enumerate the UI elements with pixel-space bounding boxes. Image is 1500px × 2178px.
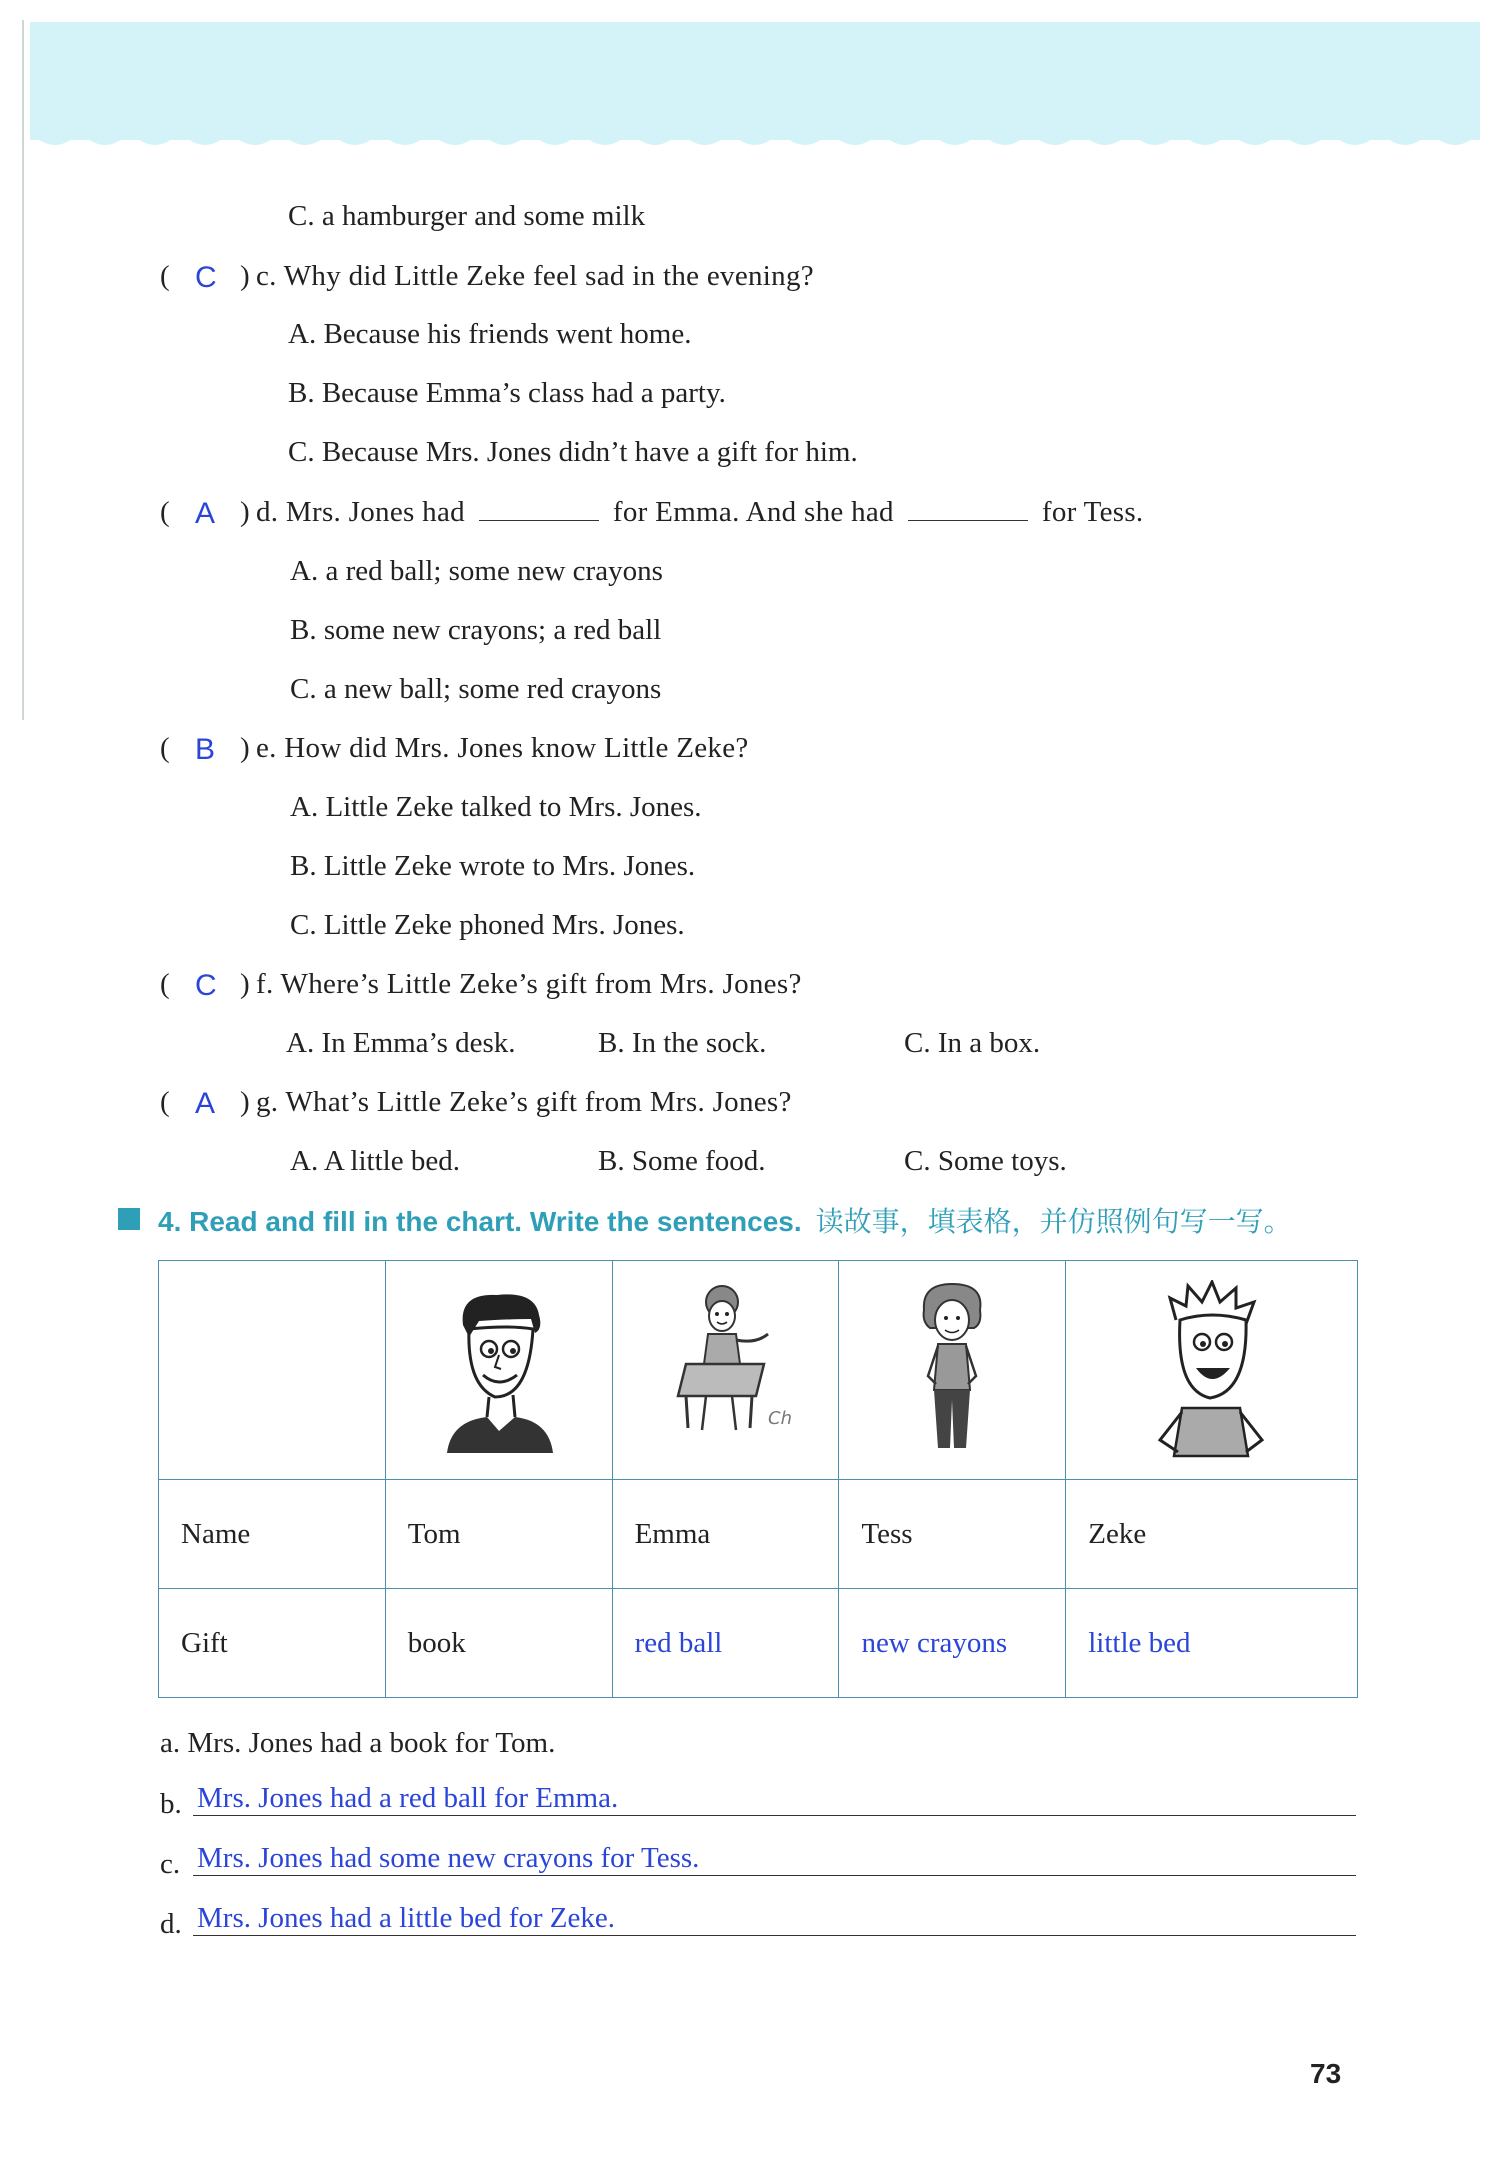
sentence-answer-d: Mrs. Jones had a little bed for Zeke.	[197, 1902, 615, 1934]
option-c-c: C. Because Mrs. Jones didn’t have a gift for him.	[288, 436, 858, 468]
answer-g: A	[195, 1087, 216, 1120]
chart-name-row	[159, 1480, 1358, 1589]
option-g-c: C. Some toys.	[904, 1145, 1067, 1177]
sentence-answer-b: Mrs. Jones had a red ball for Emma.	[197, 1782, 619, 1814]
example-sentence: a. Mrs. Jones had a book for Tom.	[160, 1727, 556, 1759]
question-letter: c.	[256, 260, 277, 292]
section-4-title	[118, 1200, 1292, 1240]
question-letter: d.	[256, 496, 279, 528]
chart-empty-cell	[159, 1261, 386, 1480]
answer-d: A	[195, 497, 216, 530]
option-d-c: C. a new ball; some red crayons	[290, 673, 662, 705]
answer-f: C	[195, 969, 217, 1002]
question-letter: e.	[256, 732, 277, 764]
option-c-a: A. Because his friends went home.	[288, 318, 692, 350]
chart-gift-answer: red ball	[612, 1589, 839, 1698]
page-number: 73	[1310, 2058, 1342, 2089]
answer-c: C	[195, 261, 217, 294]
chart-gift-row	[159, 1589, 1358, 1698]
section-title-cn: 读故事，填表格，并仿照例句写一写。	[815, 1205, 1292, 1238]
question-text: for Tess.	[1041, 496, 1144, 528]
answer-paren-close: )	[240, 260, 250, 292]
question-text: Why did Little Zeke feel sad in the evening?	[283, 260, 814, 292]
sentence-label-c: c.	[160, 1848, 181, 1880]
fill-blank	[908, 496, 1028, 521]
option-f-c: C. In a box.	[904, 1027, 1041, 1059]
tess-illustration	[902, 1280, 1002, 1460]
chart-gift-answer: new crayons	[839, 1589, 1066, 1698]
picture-cell-zeke	[1066, 1261, 1358, 1480]
picture-cell-tom	[385, 1261, 612, 1480]
chart-picture-row	[159, 1261, 1358, 1480]
answer-paren-open: (	[160, 1086, 170, 1118]
chart-name-cell: Tom	[385, 1480, 612, 1589]
writing-line	[193, 1875, 1356, 1876]
option-f-a: A. In Emma’s desk.	[286, 1027, 516, 1059]
option-d-a: A. a red ball; some new crayons	[290, 555, 663, 587]
writing-line	[193, 1815, 1356, 1816]
question-d	[256, 496, 1143, 529]
question-letter: g.	[256, 1086, 279, 1118]
gift-chart	[158, 1260, 1358, 1698]
answer-paren-open: (	[160, 968, 170, 1000]
banner-scallop-edge	[30, 132, 1480, 162]
question-e	[256, 732, 749, 765]
option-e-c: C. Little Zeke phoned Mrs. Jones.	[290, 909, 685, 941]
chart-row-label: Name	[159, 1480, 386, 1589]
chart-gift-cell: book	[385, 1589, 612, 1698]
question-text: Where’s Little Zeke’s gift from Mrs. Jones?	[280, 968, 802, 1000]
question-c	[256, 260, 814, 293]
zeke-illustration	[1152, 1280, 1272, 1460]
page-edge-line	[22, 20, 24, 720]
chart-name-cell: Emma	[612, 1480, 839, 1589]
question-text: How did Mrs. Jones know Little Zeke?	[284, 732, 749, 764]
question-f	[256, 968, 802, 1001]
question-text: Mrs. Jones had	[285, 496, 465, 528]
fill-blank	[479, 496, 599, 521]
option-d-b: B. some new crayons; a red ball	[290, 614, 662, 646]
option-e-a: A. Little Zeke talked to Mrs. Jones.	[290, 791, 702, 823]
option-f-b: B. In the sock.	[598, 1027, 767, 1059]
answer-paren-close: )	[240, 1086, 250, 1118]
question-g	[256, 1086, 792, 1119]
answer-paren-open: (	[160, 260, 170, 292]
tom-illustration	[439, 1285, 559, 1455]
option-c-b: B. Because Emma’s class had a party.	[288, 377, 726, 409]
question-letter: f.	[256, 968, 274, 1000]
section-title-en: 4. Read and fill in the chart. Write the sentences.	[158, 1206, 802, 1237]
answer-paren-close: )	[240, 968, 250, 1000]
option-e-b: B. Little Zeke wrote to Mrs. Jones.	[290, 850, 696, 882]
option-g-a: A. A little bed.	[290, 1145, 460, 1177]
chart-name-cell: Tess	[839, 1480, 1066, 1589]
writing-line	[193, 1935, 1356, 1936]
option-g-b: B. Some food.	[598, 1145, 766, 1177]
chart-gift-answer: little bed	[1066, 1589, 1358, 1698]
answer-paren-open: (	[160, 496, 170, 528]
question-text: for Emma. And she had	[612, 496, 894, 528]
emma-illustration	[656, 1280, 796, 1460]
picture-cell-emma	[612, 1261, 839, 1480]
question-text: What’s Little Zeke’s gift from Mrs. Jones?	[285, 1086, 792, 1118]
chart-row-label: Gift	[159, 1589, 386, 1698]
drawing-signature: Ch	[767, 1408, 792, 1429]
picture-cell-tess	[839, 1261, 1066, 1480]
answer-paren-open: (	[160, 732, 170, 764]
option-continued: C. a hamburger and some milk	[288, 200, 646, 232]
answer-paren-close: )	[240, 496, 250, 528]
sentence-answer-c: Mrs. Jones had some new crayons for Tess.	[197, 1842, 700, 1874]
answer-e: B	[195, 733, 216, 766]
chart-name-cell: Zeke	[1066, 1480, 1358, 1589]
header-banner	[30, 22, 1480, 140]
sentence-label-d: d.	[160, 1908, 182, 1940]
sentence-label-b: b.	[160, 1788, 182, 1820]
answer-paren-close: )	[240, 732, 250, 764]
